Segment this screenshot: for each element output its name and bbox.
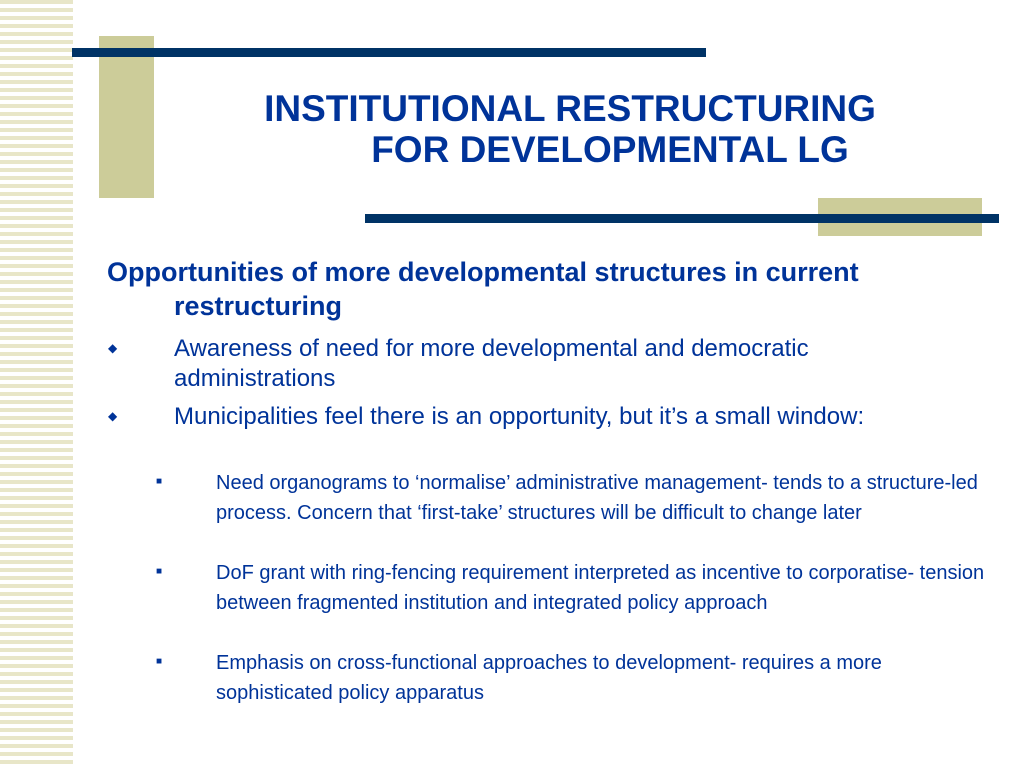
- bullet-item: [108, 402, 968, 432]
- sub-bullet-text: Emphasis on cross-functional approaches to development- requires a more sophisticated policy apparatus: [216, 652, 882, 704]
- sub-bullet-item: [156, 558, 986, 618]
- sub-bullet-text: Need organograms to ‘normalise’ administrative management- tends to a structure-led process. Concern that ‘first-take’ structures will be difficult to change later: [216, 472, 978, 524]
- sub-bullet-item: [156, 468, 986, 528]
- diamond-bullet-icon: ◆: [108, 409, 118, 423]
- bullet-text: Awareness of need for more developmental and democratic administrations: [174, 335, 809, 392]
- sub-bullet-item: [156, 648, 986, 708]
- diamond-bullet-icon: ◆: [108, 341, 118, 355]
- slide-title-line-2: FOR DEVELOPMENTAL LG: [371, 129, 849, 170]
- slide-title-line-1: INSTITUTIONAL RESTRUCTURING: [264, 88, 876, 129]
- square-bullet-icon: ■: [156, 656, 163, 667]
- square-bullet-icon: ■: [156, 566, 163, 577]
- section-heading: Opportunities of more developmental structures in current restructuring: [107, 257, 859, 321]
- bullet-item: [108, 334, 968, 394]
- sub-bullet-text: DoF grant with ring-fencing requirement interpreted as incentive to corporatise- tension between fragmented institution and integrated policy approach: [216, 562, 985, 614]
- bullet-text: Municipalities feel there is an opportunity, but it’s a small window:: [174, 403, 865, 430]
- square-bullet-icon: ■: [156, 476, 163, 487]
